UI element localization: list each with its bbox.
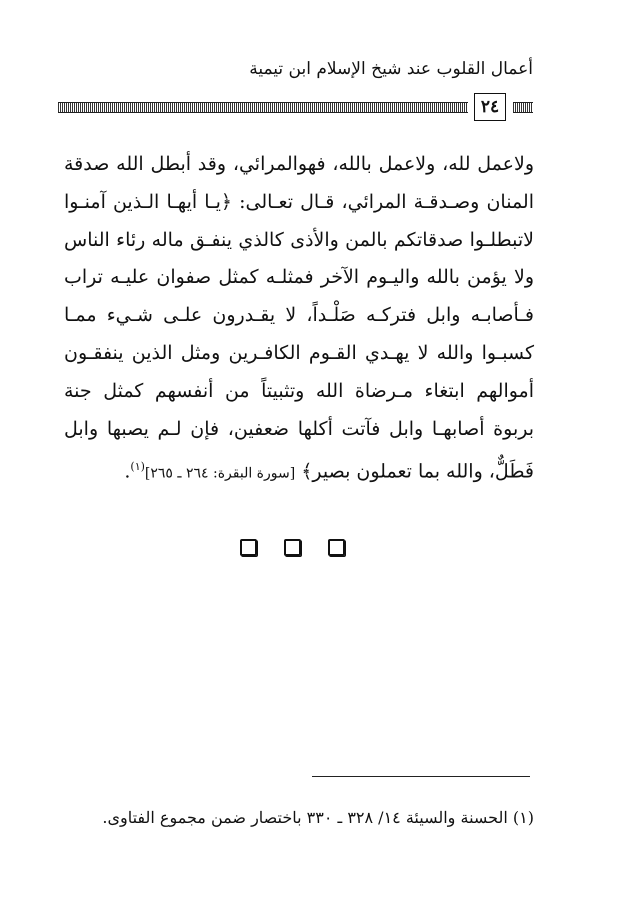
ornament-square-icon [240,539,257,556]
header-rule [58,93,533,121]
quran-citation: [سورة البقرة: ٢٦٤ ـ ٢٦٥] [144,465,296,482]
page-header [58,55,533,120]
body-paragraph [64,146,534,494]
main-text: ولاعمل لله، ولاعمل بالله، فهوالمرائي، وقد أبطل الله صدقة المنان وصـدقـة المرائي، قـال تعـالى: ﴿يـا أيهـا الـذين آمنـوا لاتبطلـوا صدقاتكم بالمن والأذى كالذي ينفـق ماله رئاء الناس ولا يؤمن بالله واليـوم الآخر فمثلـه كمثل صفوان عليـه تراب فـأصابـه وابل فتركـه صَلْـداً، لا يقـدرون علـى شـيء ممـا كسبـوا والله لا يهـدي القـوم الكافـرين ومثل الذين ينفقـون أموالهم ابتغاء مـرضاة الله وتثبيتاً من أنفسهم كمثل جنة بربوة أصابهـا وابل فآتت أكلها ضعفين، فإن لـم يصبها وابل فَطَلٌّ، والله بما تعملون بصير﴾ [64,153,534,483]
footnote-separator [312,776,530,777]
footnote-reference: (١) [130,460,145,474]
header-hatch-left [58,102,468,113]
running-title: أعمال القلوب عند شيخ الإسلام ابن تيمية [249,59,533,79]
header-hatch-right [513,102,533,113]
end-period: . [124,460,131,483]
section-divider-ornament [240,537,345,557]
ornament-square-icon [284,539,301,556]
paragraph-text [64,146,534,494]
page-number: ٢٤ [474,93,506,121]
ornament-square-icon [328,539,345,556]
footnote: (١) الحسنة والسيئة ١٤/ ٣٢٨ ـ ٣٣٠ باختصار ضمن مجموع الفتاوى. [102,808,534,827]
